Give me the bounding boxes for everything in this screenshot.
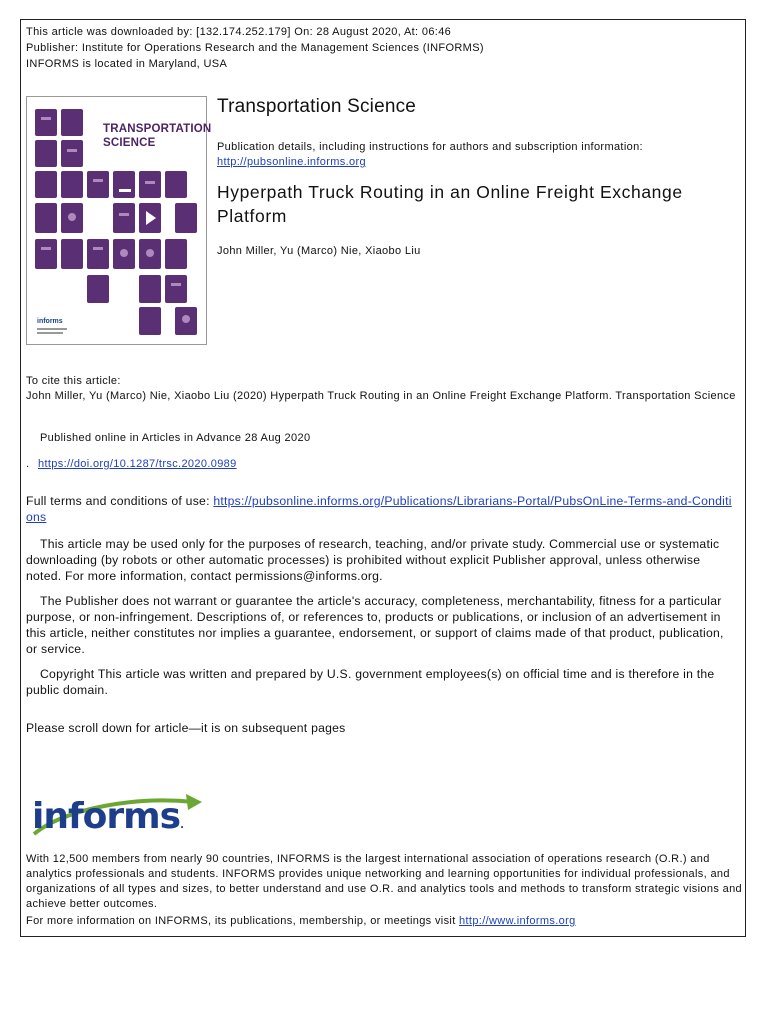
more-info-text: For more information on INFORMS, its publications, membership, or meetings visit: [26, 915, 456, 927]
cite-heading: To cite this article:: [26, 375, 121, 387]
article-authors: John Miller, Yu (Marco) Nie, Xiaobo Liu: [217, 245, 421, 257]
cover-fine-print-2: [37, 332, 63, 334]
cover-title-line2: SCIENCE: [103, 137, 156, 149]
more-info: [26, 914, 576, 929]
logo-mark: .: [180, 820, 183, 831]
publisher-location: INFORMS is located in Maryland, USA: [26, 58, 228, 70]
terms-link[interactable]: https://pubsonline.informs.org/Publications/Librarians-Portal/PubsOnLine-Terms-and-Conditions: [26, 494, 732, 524]
copyright-paragraph: Copyright This article was written and prepared by U.S. government employees(s) on official time and is therefore in the public domain.: [26, 667, 715, 697]
scroll-note: Please scroll down for article—it is on subsequent pages: [26, 721, 346, 735]
terms-label: Full terms and conditions of use:: [26, 494, 210, 508]
download-info: This article was downloaded by: [132.174.252.179] On: 28 August 2020, At: 06:46: [26, 26, 452, 38]
doi-link[interactable]: https://doi.org/10.1287/trsc.2020.0989: [38, 458, 237, 470]
informs-logo: [26, 790, 206, 842]
informs-link[interactable]: http://www.informs.org: [459, 915, 576, 927]
journal-cover: [26, 96, 212, 345]
informs-about: With 12,500 members from nearly 90 countries, INFORMS is the largest international association of operations research (O.R.) and analytics professionals and students. INFORMS provides unique networking and learning opportunities for individual professionals, and organizations of all types and sizes, to better understand and use O.R. and analytics tools and methods to transform strategic visions and achieve better outcomes.: [26, 853, 743, 910]
publication-details-link[interactable]: http://pubsonline.informs.org: [217, 156, 366, 168]
cover-fine-print: [37, 328, 67, 330]
published-online: Published online in Articles in Advance 28 Aug 2020: [40, 432, 311, 444]
warranty-paragraph: The Publisher does not warrant or guarantee the article's accuracy, completeness, merchantability, fitness for a particular purpose, or non-infringement. Descriptions of, or references to, products or publications, or inclusion of an advertisement in this article, neither constitutes nor implies a guarantee, endorsement, or support of claims made of that product, publication, or service.: [26, 594, 724, 656]
terms-of-use: [26, 493, 738, 525]
cover-title-line1: TRANSPORTATION: [103, 123, 212, 135]
publication-details: Publication details, including instructions for authors and subscription information:: [217, 141, 643, 153]
cite-text: John Miller, Yu (Marco) Nie, Xiaobo Liu (2020) Hyperpath Truck Routing in an Online Freight Exchange Platform. Transportation Science: [26, 390, 736, 402]
article-title: Hyperpath Truck Routing in an Online Freight Exchange Platform: [217, 182, 683, 226]
usage-paragraph: This article may be used only for the purposes of research, teaching, and/or private study. Commercial use or systematic downloading (by robots or other automatic processes) is prohibited without explicit Publisher approval, unless otherwise noted. For more information, contact permissions@informs.org.: [26, 537, 720, 583]
cover-publisher-mark: informs: [37, 318, 63, 325]
logo-text: informs: [32, 796, 181, 837]
journal-name: Transportation Science: [217, 96, 417, 117]
publisher-info: Publisher: Institute for Operations Research and the Management Sciences (INFORMS): [26, 42, 484, 54]
doi-prefix: .: [26, 458, 30, 470]
